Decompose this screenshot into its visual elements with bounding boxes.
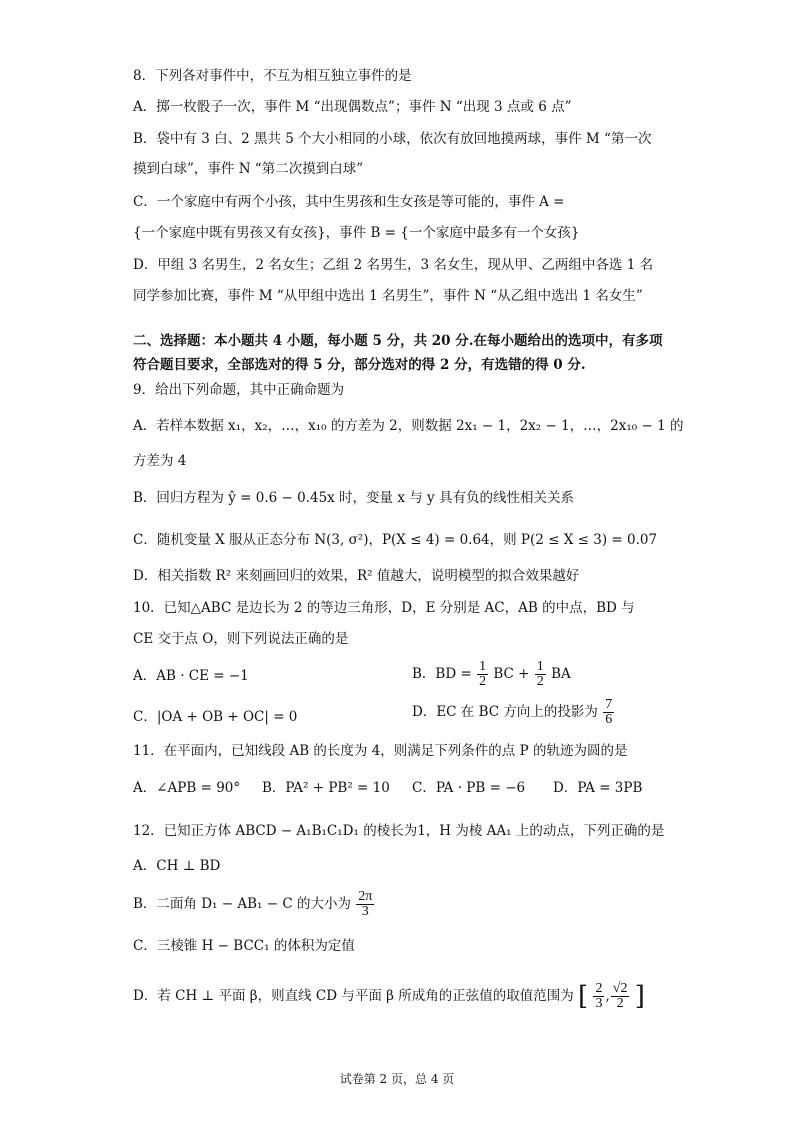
q8-option-c-line2: {一个家庭中既有男孩又有女孩}，事件 B = {一个家庭中最多有一个女孩} — [133, 225, 580, 241]
q9-stem: 9．给出下列命题，其中正确命题为 — [133, 382, 345, 398]
q9-option-d: D．相关指数 R² 来刻画回归的效果，R² 值越大，说明模型的拟合效果越好 — [133, 568, 580, 584]
q11-stem: 11．在平面内，已知线段 AB 的长度为 4，则满足下列条件的点 P 的轨迹为圆的是 — [133, 743, 628, 759]
q12-option-d: D．若 CH ⊥ 平面 β，则直线 CD 与平面 β 所成角的正弦值的取值范围为 [ $\frac{2}{3}$ , $\frac{√2}{2}$ ] — [133, 981, 645, 1012]
q9-option-a-line1: A．若样本数据 x₁，x₂，…，x₁₀ 的方差为 2，则数据 2x₁ − 1，2x₂ − 1，…，2x₁₀ − 1 的 — [133, 418, 684, 434]
q12-option-a: A．CH ⊥ BD — [133, 858, 221, 874]
q12-option-d-text: D．若 CH ⊥ 平面 β，则直线 CD 与平面 β 所成角的正弦值的取值范围为 — [133, 988, 574, 1004]
q10-option-b-lhs: B．BD = — [412, 666, 472, 682]
q10-option-b — [412, 660, 571, 689]
q10-stem-line1: 10．已知△ABC 是边长为 2 的等边三角形，D，E 分别是 AC，AB 的中点，BD 与 — [133, 600, 635, 616]
q12-option-b-text: B．二面角 D₁ − AB₁ − C 的大小为 — [133, 896, 351, 912]
section2-heading-line1: 二、选择题：本小题共 4 小题，每小题 5 分，共 20 分.在每小题给出的选项中，有多项 — [133, 333, 663, 349]
fraction-two-pi-thirds: $\frac{2\pi}{3}$ — [358, 889, 373, 919]
q12-option-c: C．三棱锥 H − BCC₁ 的体积为定值 — [133, 938, 355, 954]
q12-stem: 12．已知正方体 ABCD − A₁B₁C₁D₁ 的棱长为1，H 为棱 AA₁ 上的动点，下列正确的是 — [133, 823, 665, 839]
fraction-two-thirds: $\frac{2}{3}$ — [595, 981, 603, 1011]
q10-option-b-bc: BC + — [493, 666, 530, 682]
fraction-one-half-2: $\frac{1}{2}$ — [536, 659, 544, 689]
q8-stem: 8．下列各对事件中，不互为相互独立事件的是 — [133, 68, 412, 84]
q12-option-b — [133, 890, 375, 919]
q10-option-d-text: D．EC 在 BC 方向上的投影为 — [412, 704, 598, 720]
q11-option-c: C．PA · PB = −6 — [412, 780, 526, 796]
q11-option-b: B．PA² + PB² = 10 — [262, 780, 390, 796]
q8-option-c-line1: C．一个家庭中有两个小孩，其中生男孩和生女孩是等可能的，事件 A = — [133, 194, 565, 210]
q10-option-c: C．|OA + OB + OC| = 0 — [133, 709, 298, 725]
q8-option-b-line1: B．袋中有 3 白、2 黑共 5 个大小相同的小球，依次有放回地摸两球，事件 M “第一次 — [133, 131, 652, 147]
q10-option-b-ba: BA — [551, 666, 571, 682]
q9-option-b: B．回归方程为 ŷ = 0.6 − 0.45x 时，变量 x 与 y 具有负的线性相关关系 — [133, 490, 574, 506]
fraction-seven-sixths: $\frac{7}{6}$ — [605, 697, 613, 727]
q8-option-a: A．掷一枚骰子一次，事件 M “出现偶数点”；事件 N “出现 3 点或 6 点” — [133, 99, 572, 115]
q10-option-a: A．AB · CE = −1 — [133, 668, 249, 684]
q8-option-b-line2: 摸到白球”，事件 N “第二次摸到白球” — [133, 161, 364, 177]
q11-option-d: D．PA = 3PB — [553, 780, 643, 796]
fraction-one-half: $\frac{1}{2}$ — [479, 659, 487, 689]
q10-stem-line2: CE 交于点 O，则下列说法正确的是 — [133, 631, 349, 647]
q9-option-a-line2: 方差为 4 — [133, 453, 187, 469]
q8-option-d-line1: D．甲组 3 名男生，2 名女生；乙组 2 名男生，3 名女生，现从甲、乙两组中各选 1 名 — [133, 257, 654, 273]
q9-option-c: C．随机变量 X 服从正态分布 N(3, σ²)，P(X ≤ 4) = 0.64，则 P(2 ≤ X ≤ 3) = 0.07 — [133, 532, 658, 548]
fraction-root2-over-2: $\frac{√2}{2}$ — [612, 981, 628, 1011]
q11-option-a: A．∠APB = 90° — [133, 780, 241, 796]
page-footer: 试卷第 2 页，总 4 页 — [339, 1072, 455, 1086]
q10-option-d — [412, 698, 615, 727]
section2-heading-line2: 符合题目要求，全部选对的得 5 分，部分选对的得 2 分，有选错的得 0 分. — [133, 357, 586, 373]
q8-option-d-line2: 同学参加比赛，事件 M “从甲组中选出 1 名男生”，事件 N “从乙组中选出 1 名女生” — [133, 288, 643, 304]
